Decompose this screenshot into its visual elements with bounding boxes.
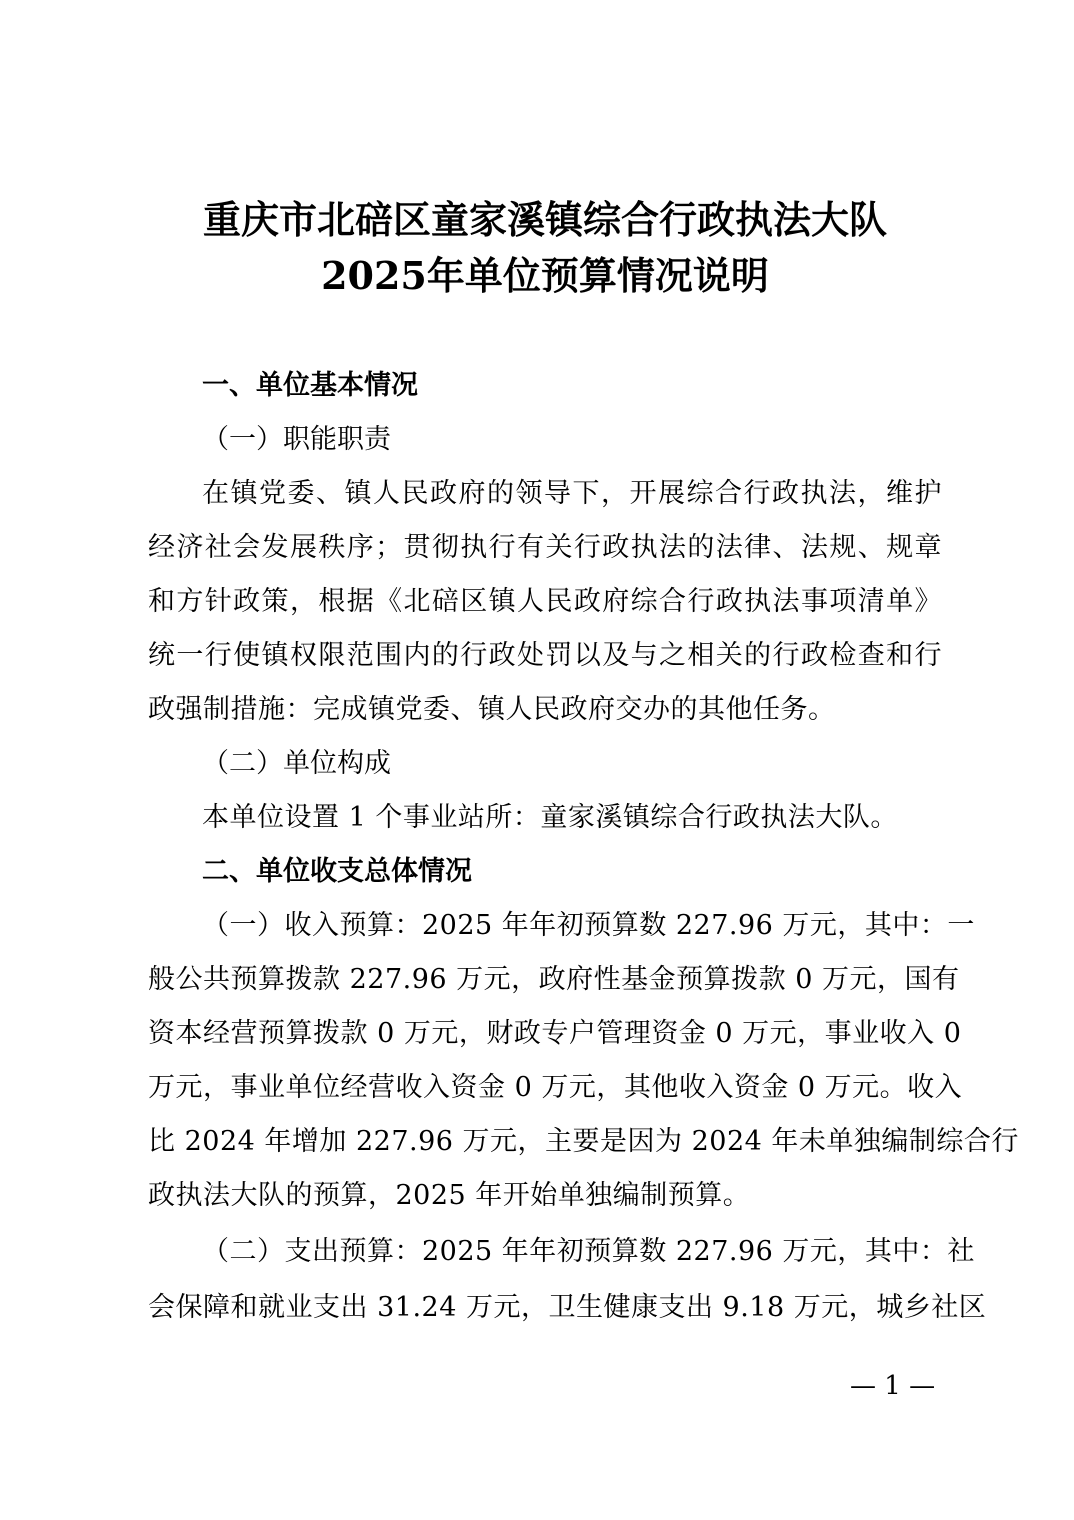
document-title-line-2: 2025年单位预算情况说明 — [321, 253, 769, 298]
page-number: — 1 — — [850, 1371, 936, 1401]
section-1-sub-1: （一）职能职责 — [202, 424, 391, 455]
section-1-sub-2: （二）单位构成 — [202, 748, 391, 779]
paragraph-line: 在镇党委、镇人民政府的领导下，开展综合行政执法，维护 — [202, 478, 942, 509]
paragraph-line: 本单位设置 1 个事业站所：童家溪镇综合行政执法大队。 — [202, 802, 898, 833]
section-2-heading: 二、单位收支总体情况 — [202, 856, 472, 887]
expense-line: （二）支出预算：2025 年年初预算数 227.96 万元，其中：社 — [202, 1236, 975, 1267]
income-line: 资本经营预算拨款 0 万元，财政专户管理资金 0 万元，事业收入 0 — [148, 1018, 962, 1049]
paragraph-line: 和方针政策，根据《北碚区镇人民政府综合行政执法事项清单》 — [148, 586, 942, 617]
expense-line: 会保障和就业支出 31.24 万元，卫生健康支出 9.18 万元，城乡社区 — [148, 1292, 987, 1323]
income-line: 政执法大队的预算，2025 年开始单独编制预算。 — [148, 1180, 751, 1211]
income-line: （一）收入预算：2025 年年初预算数 227.96 万元，其中：一 — [202, 910, 975, 941]
income-line: 万元，事业单位经营收入资金 0 万元，其他收入资金 0 万元。收入 — [148, 1072, 963, 1103]
paragraph-line: 经济社会发展秩序；贯彻执行有关行政执法的法律、法规、规章 — [148, 532, 942, 563]
section-1-heading: 一、单位基本情况 — [202, 370, 418, 401]
income-line: 般公共预算拨款 227.96 万元，政府性基金预算拨款 0 万元，国有 — [148, 964, 960, 995]
paragraph-line: 政强制措施：完成镇党委、镇人民政府交办的其他任务。 — [148, 694, 836, 725]
paragraph-line: 统一行使镇权限范围内的行政处罚以及与之相关的行政检查和行 — [148, 640, 942, 671]
income-line: 比 2024 年增加 227.96 万元，主要是因为 2024 年未单独编制综合行 — [148, 1126, 1019, 1157]
document-title-line-1: 重庆市北碚区童家溪镇综合行政执法大队 — [202, 197, 887, 242]
